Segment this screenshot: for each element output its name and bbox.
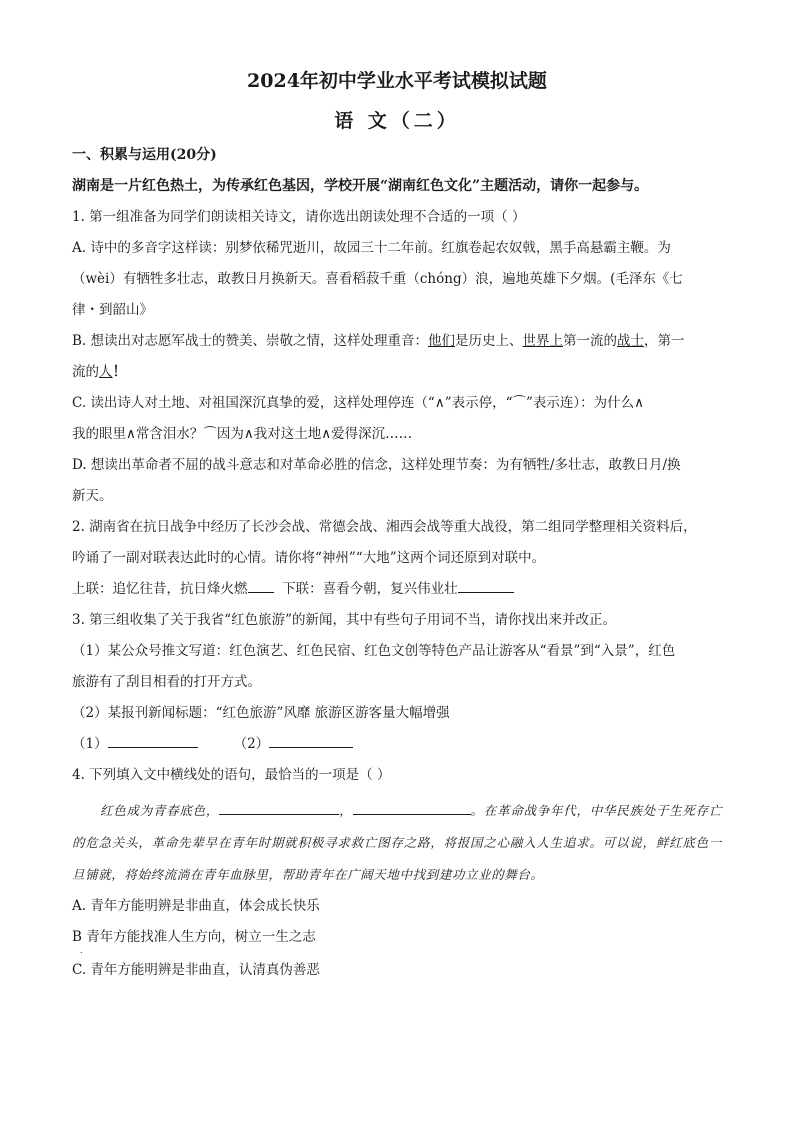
question-4-stem: 4. 下列填入文中横线处的语句，最恰当的一项是（ ） xyxy=(72,767,391,783)
couplet-upper-label: 上联：追忆往昔，抗日烽火燃 xyxy=(72,581,248,597)
section-heading: 一、积累与运用(20分) xyxy=(72,147,217,163)
exam-subtitle: 语 文（二） xyxy=(334,110,460,132)
couplet-lower-blank[interactable] xyxy=(458,578,514,593)
q1-option-d-line2: 新天。 xyxy=(72,488,113,504)
q4-option-c: C. 青年方能明辨是非曲直，认清真伪善恶 xyxy=(72,962,320,978)
question-1-stem: 1. 第一组准备为同学们朗读相关诗文，请你选出朗读处理不合适的一项（ ） xyxy=(72,209,526,225)
couplet-upper-blank[interactable] xyxy=(248,578,274,593)
q3-sentence-2: （2）某报刊新闻标题：“红色旅游”风靡 旅游区游客量大幅增强 xyxy=(72,705,450,721)
q1-option-a-line2: （wèi）有牺牲多壮志，敢教日月换新天。喜看稻菽千重（chóng）浪，遍地英雄下夕烟。(毛泽东《七 xyxy=(72,271,683,287)
section-intro: 湖南是一片红色热土，为传承红色基因，学校开展“湖南红色文化”主题活动，请你一起参与。 xyxy=(72,178,649,194)
q1-option-b-line1: B. 想读出对志愿军战士的赞美、崇敬之情，这样处理重音：他们是历史上、世界上第一流的战士，第一 xyxy=(72,333,685,349)
q1-option-b-line2: 流的人！ xyxy=(72,364,127,380)
q1-option-a-line1: A. 诗中的多音字这样读：别梦依稀咒逝川，故园三十二年前。红旗卷起农奴戟，黑手高悬霸主鞭。为 xyxy=(72,240,671,256)
q4-option-a: A. 青年方能明辨是非曲直，体会成长快乐 xyxy=(72,898,320,914)
q1-option-a-line3: 律・到韶山》 xyxy=(72,302,153,318)
q1-option-c-line2: 我的眼里∧常含泪水？⌒因为∧我对这土地∧爱得深沉…… xyxy=(72,426,413,442)
couplet-lower-label: 下联：喜看今朝，复兴伟业壮 xyxy=(282,581,458,597)
q3-answer-2-blank[interactable] xyxy=(269,733,353,748)
q3-answer-1-blank[interactable] xyxy=(108,733,198,748)
q4-option-b-mark: ． xyxy=(80,946,88,955)
q3-sentence-1-line2: 旅游有了刮目相看的打开方式。 xyxy=(72,674,261,690)
question-3-stem: 3. 第三组收集了关于我省“红色旅游”的新闻，其中有些句子用词不当，请你找出来并改正。 xyxy=(72,612,616,628)
couplet-line xyxy=(72,574,722,605)
q4-option-b: B 青年方能找准人生方向，树立一生之志 xyxy=(72,929,316,945)
passage-blank-1[interactable] xyxy=(219,800,339,815)
q3-sentence-1-line1: （1）某公众号推文写道：红色演艺、红色民宿、红色文创等特色产品让游客从“看景”到“入景”，红色 xyxy=(72,643,676,659)
exam-page xyxy=(72,66,722,986)
q1-option-c-line1: C. 读出诗人对土地、对祖国深沉真挚的爱，这样处理停连（“∧”表示停，“⌒”表示连）：为什么∧ xyxy=(72,395,645,411)
exam-title: 2024年初中学业水平考试模拟试题 xyxy=(247,70,547,92)
passage-blank-2[interactable] xyxy=(353,800,471,815)
q3-answer-line: （1） （2） xyxy=(72,729,722,760)
q1-option-d-line1: D. 想读出革命者不屈的战斗意志和对革命必胜的信念，这样处理节奏：为有牺牲/多壮志，敢教日月/换 xyxy=(72,457,681,473)
question-2-line2: 吟诵了一副对联表达此时的心情。请你将“神州”“大地”这两个词还原到对联中。 xyxy=(72,550,546,566)
q4-passage: 红色成为青春底色， ， 。在革命战争年代，中华民族处于生死存亡的危急关头，革命先辈早在青年时期就积极寻求救亡图存之路，将报国之心融入人生追求。可以说，鲜红底色一旦铺就，将始终流淌在青年血脉里，帮助青年在广阔天地中找到建功立业的舞台。 xyxy=(72,795,722,891)
question-2-line1: 2. 湖南省在抗日战争中经历了长沙会战、常德会战、湘西会战等重大战役，第二组同学整理相关资料后， xyxy=(72,519,697,535)
